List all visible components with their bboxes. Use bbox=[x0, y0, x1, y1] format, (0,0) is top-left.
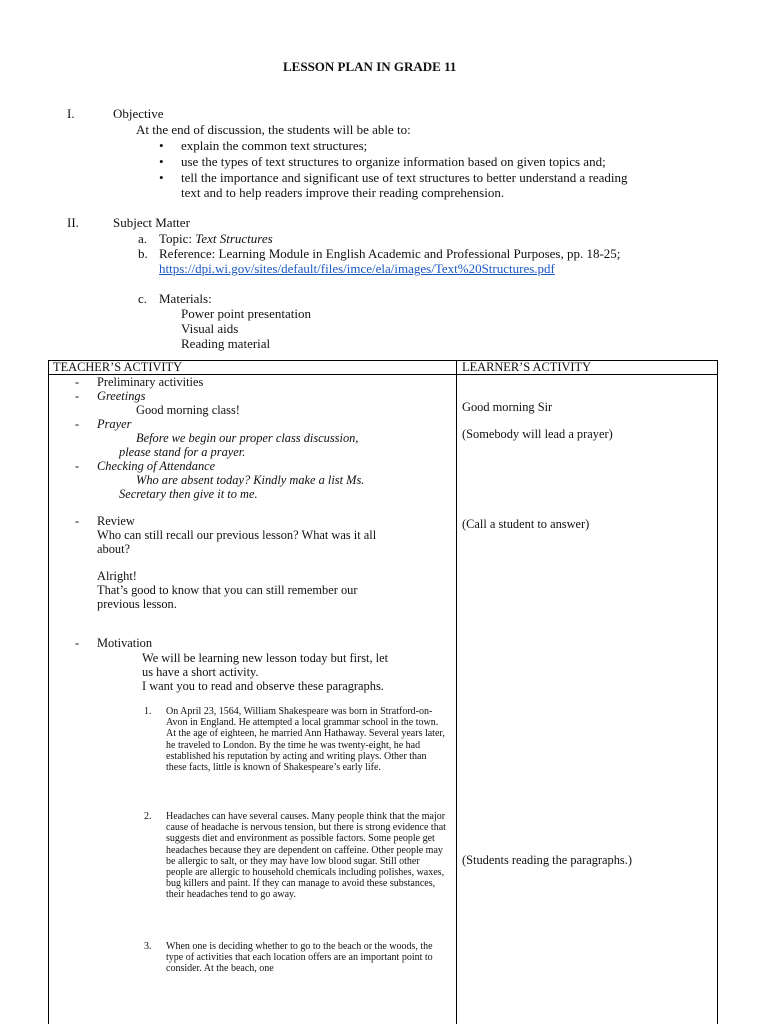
material-item: Reading material bbox=[181, 336, 271, 351]
alright-line: Alright! bbox=[97, 569, 137, 583]
objective-bullet: • explain the common text structures; bbox=[181, 138, 367, 153]
material-item: Visual aids bbox=[181, 321, 239, 336]
item-c-marker: c. bbox=[138, 291, 148, 306]
attendance-line: Who are absent today? Kindly make a list Ms. bbox=[136, 473, 365, 487]
review-line: about? bbox=[97, 542, 131, 556]
paragraph-number: 3. bbox=[144, 941, 152, 952]
reference-text: Reference: Learning Module in English Academic and Professional Purposes, pp. 18-25; bbox=[159, 246, 621, 261]
learner-response: (Call a student to answer) bbox=[462, 517, 590, 531]
objective-bullet-continuation: text and to help readers improve their reading comprehension. bbox=[181, 185, 505, 200]
page-title: LESSON PLAN IN GRADE 11 bbox=[283, 59, 457, 74]
teacher-activity-header: TEACHER’S ACTIVITY bbox=[53, 360, 183, 374]
dash: - bbox=[75, 459, 80, 473]
dash: - bbox=[75, 375, 80, 389]
item-a bbox=[159, 231, 273, 246]
prayer-line: Before we begin our proper class discussion, bbox=[136, 431, 359, 445]
material-item: Power point presentation bbox=[181, 306, 311, 321]
prayer-heading: Prayer bbox=[97, 417, 132, 431]
learner-response: Good morning Sir bbox=[462, 400, 553, 414]
attendance-line: Secretary then give it to me. bbox=[119, 487, 258, 501]
section-2-heading: Subject Matter bbox=[113, 215, 190, 230]
topic-value: Text Structures bbox=[195, 231, 273, 246]
motivation-line: We will be learning new lesson today but first, let bbox=[142, 651, 389, 665]
reading-paragraph: On April 23, 1564, William Shakespeare was born in Stratford-on-Avon in England. He attempted a local grammar school in the town. At the age of eighteen, he married Ann Hathaway. Several years later, he traveled to London. By the time he was twenty-eight, he had established his reputation by acting and writing plays. Other than these facts, little is known of Shakespeare’s early life. bbox=[166, 706, 445, 774]
section-1-heading: Objective bbox=[113, 106, 164, 121]
topic-label: Topic: bbox=[159, 231, 193, 246]
motivation-line: us have a short activity. bbox=[142, 665, 259, 679]
attendance-heading: Checking of Attendance bbox=[97, 459, 216, 473]
dash: - bbox=[75, 636, 80, 650]
reading-paragraph: When one is deciding whether to go to the beach or the woods, the type of activities that each location offers are an important point to consider. At the beach, one bbox=[166, 941, 433, 975]
greetings-heading: Greetings bbox=[97, 389, 146, 403]
learner-activity-header: LEARNER’S ACTIVITY bbox=[462, 360, 592, 374]
section-1-numeral: I. bbox=[67, 106, 75, 121]
item-a-marker: a. bbox=[138, 231, 148, 246]
prayer-line: please stand for a prayer. bbox=[119, 445, 246, 459]
objective-bullet: • tell the importance and significant use of text structures to better understand a reading bbox=[181, 170, 628, 185]
greetings-line: Good morning class! bbox=[136, 403, 240, 417]
motivation-heading: Motivation bbox=[97, 636, 153, 650]
good-line: previous lesson. bbox=[97, 597, 177, 611]
section-2-numeral: II. bbox=[67, 215, 79, 230]
learner-response: (Somebody will lead a prayer) bbox=[462, 427, 613, 441]
preliminary-activities: Preliminary activities bbox=[97, 375, 204, 389]
motivation-line: I want you to read and observe these paragraphs. bbox=[142, 679, 384, 693]
good-line: That’s good to know that you can still remember our bbox=[97, 583, 358, 597]
dash: - bbox=[75, 389, 80, 403]
learner-response: (Students reading the paragraphs.) bbox=[462, 853, 632, 867]
reading-paragraph: Headaches can have several causes. Many people think that the major cause of headache is nervous tension, but there is strong evidence that suggests diet and environment as possible factors. Some people get headaches because they are dependent on caffeine. Other people may be allergic to salt, or they may have low blood sugar. Still other people are allergic to household chemicals including polishes, waxes, bug killers and paint. If they can manage to avoid these substances, their headaches tend to go away. bbox=[166, 811, 446, 901]
review-heading: Review bbox=[97, 514, 135, 528]
paragraph-number: 2. bbox=[144, 811, 152, 822]
objective-bullet: • use the types of text structures to organize information based on given topics and; bbox=[181, 154, 606, 169]
materials-label: Materials: bbox=[159, 291, 212, 306]
dash: - bbox=[75, 514, 80, 528]
objective-intro: At the end of discussion, the students will be able to: bbox=[136, 122, 411, 137]
reference-link[interactable]: https://dpi.wi.gov/sites/default/files/imce/ela/images/Text%20Structures.pdf bbox=[159, 261, 555, 276]
dash: - bbox=[75, 417, 80, 431]
review-line: Who can still recall our previous lesson? What was it all bbox=[97, 528, 377, 542]
item-b-marker: b. bbox=[138, 246, 148, 261]
paragraph-number: 1. bbox=[144, 706, 152, 717]
